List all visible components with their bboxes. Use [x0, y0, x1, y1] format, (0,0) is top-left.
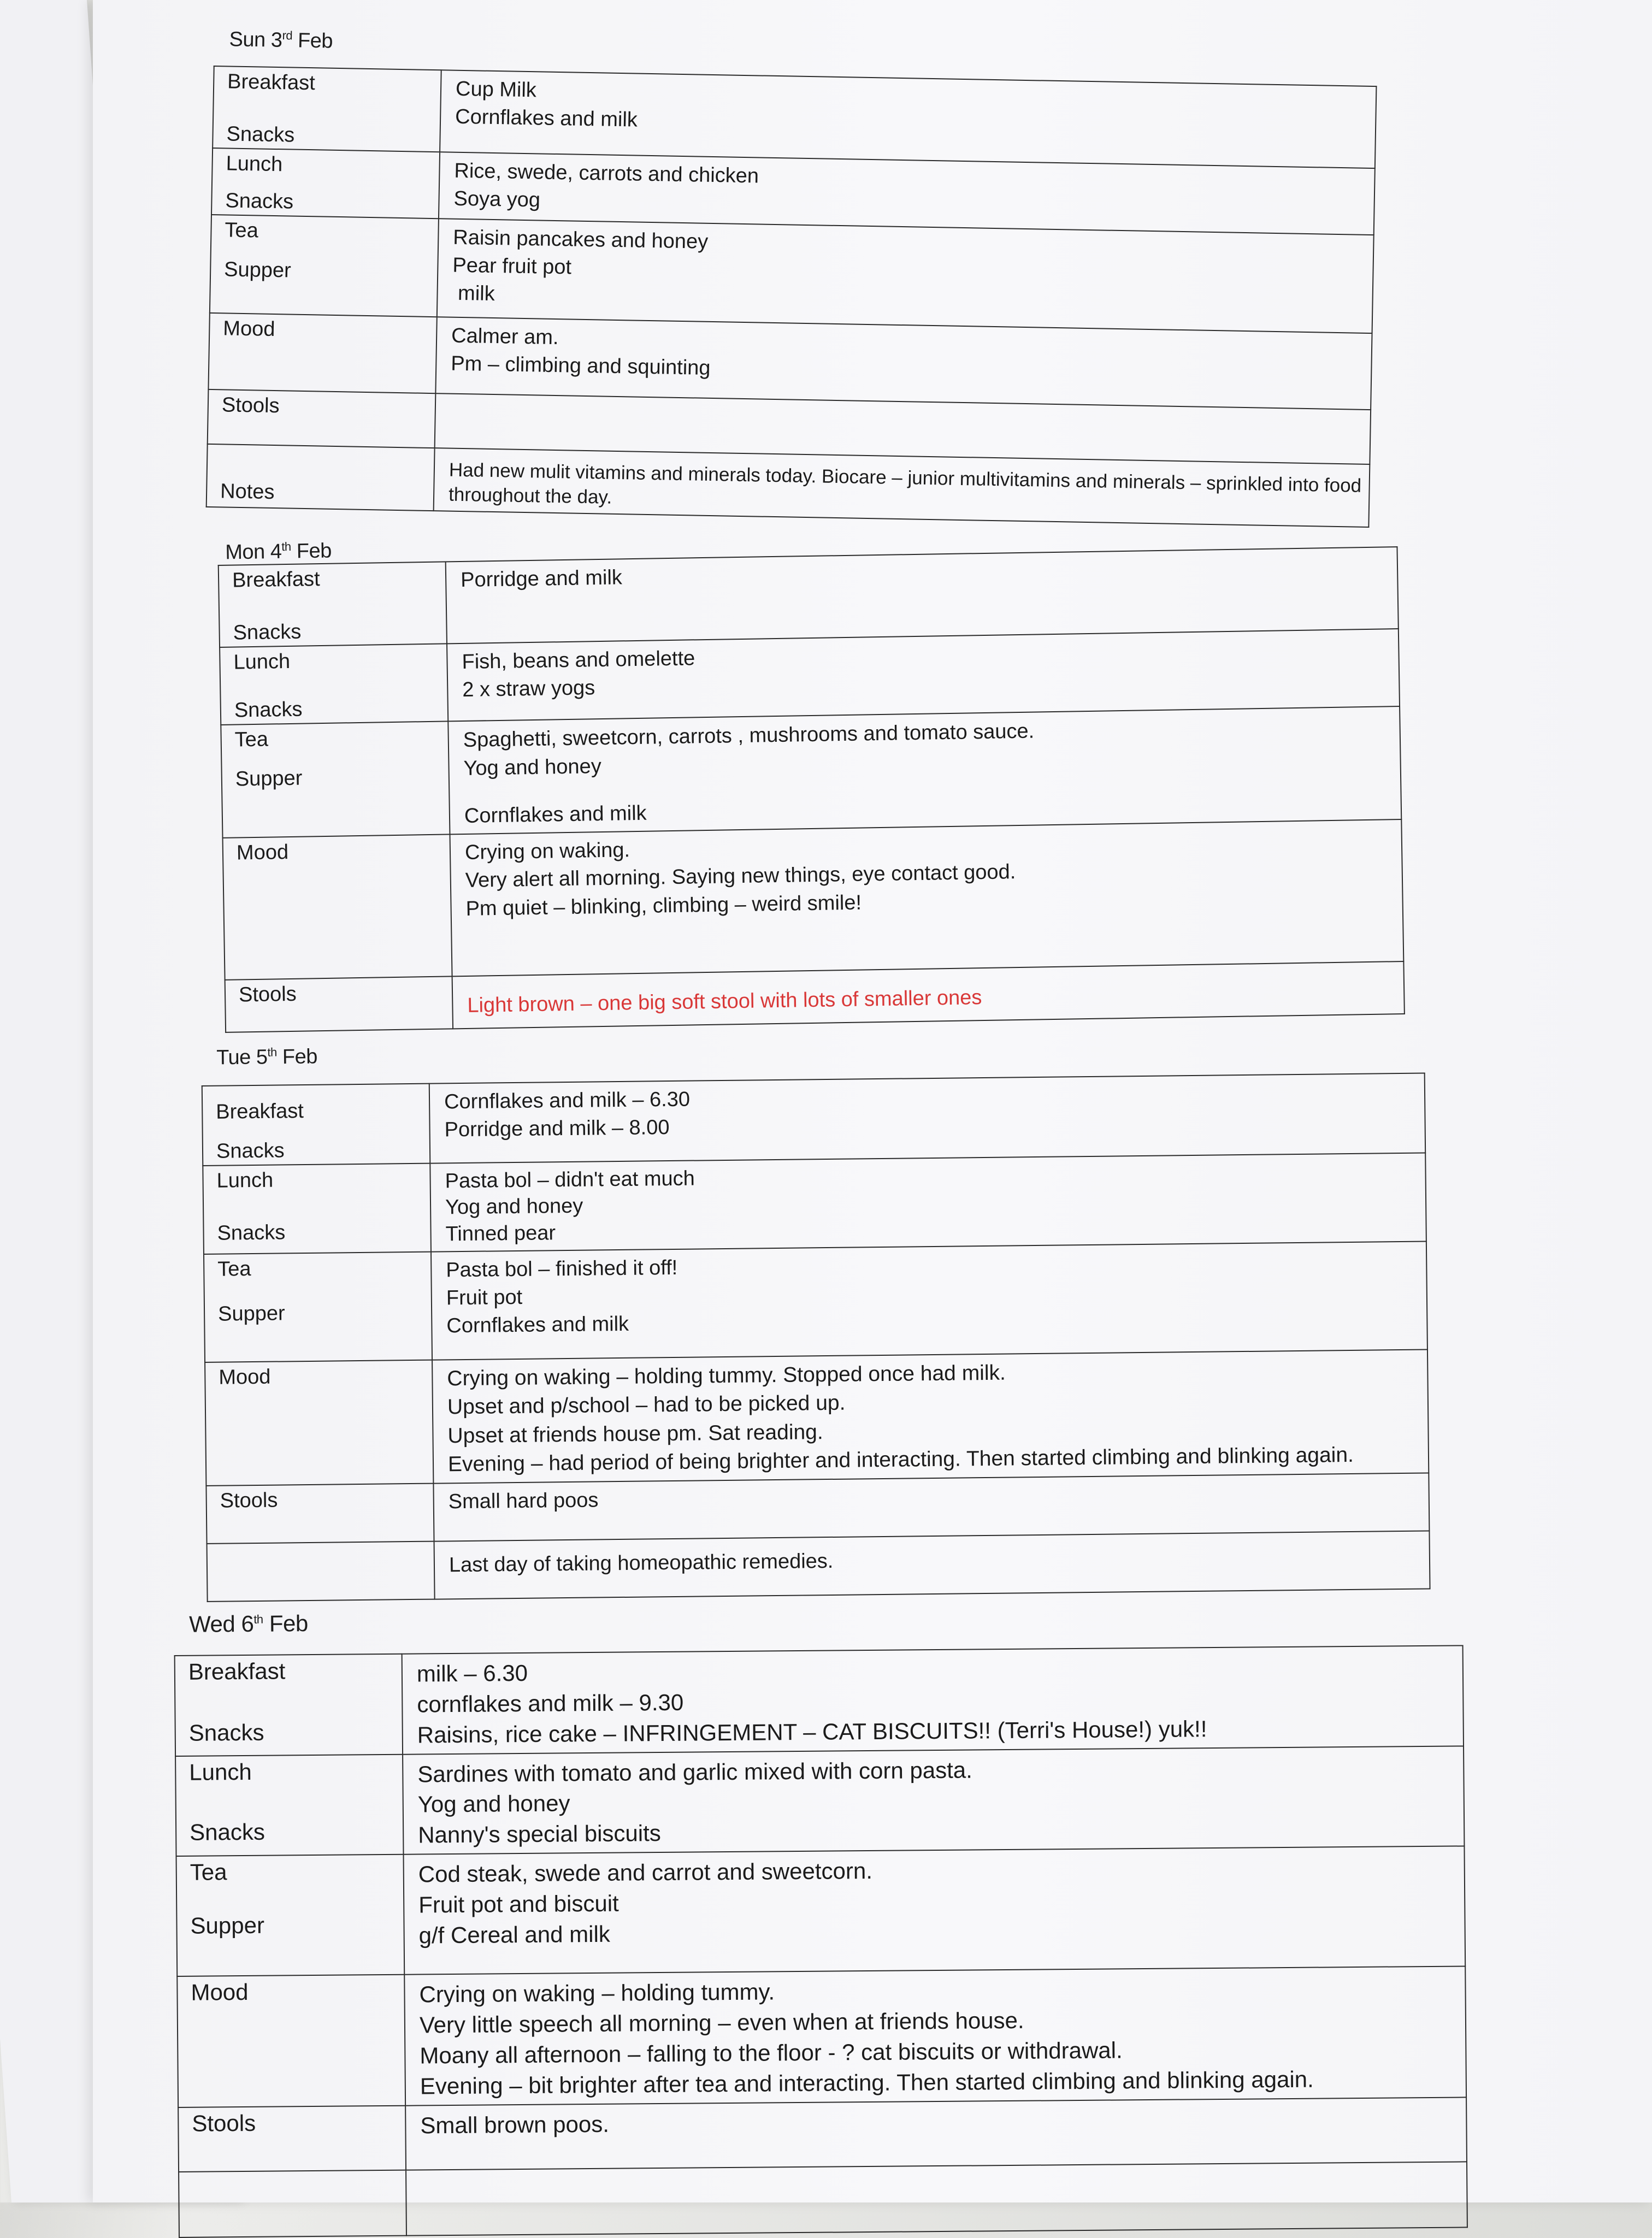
entry-line: 2 x straw yogs [462, 676, 595, 701]
entry-line: Upset at friends house pm. Sat reading. [447, 1420, 823, 1448]
meal-label: Lunch [226, 152, 283, 176]
day-section-wed [174, 1601, 1468, 2237]
row-label [202, 1083, 430, 1165]
entry-line: Moany all afternoon – falling to the floor - ? cat biscuits or withdrawal. [420, 2037, 1123, 2069]
entry-line: Spaghetti, sweetcorn, carrots , mushrooms and tomato sauce. [463, 719, 1035, 752]
table-row [175, 1746, 1464, 1856]
row-label [206, 1484, 434, 1544]
entry-line: cornflakes and milk – 9.30 [417, 1689, 684, 1717]
entry-line: Cornflakes and milk [455, 105, 638, 132]
meal-label: Breakfast [232, 567, 320, 592]
row-value [450, 819, 1403, 976]
row-label [178, 2105, 406, 2171]
meal-label: Snacks [188, 1719, 264, 1746]
table-row [221, 706, 1401, 838]
diary-table [202, 1072, 1431, 1602]
row-label [211, 148, 440, 219]
row-value [431, 1241, 1427, 1360]
meal-label: Snacks [233, 620, 302, 645]
entry-line: Small hard poos [448, 1489, 599, 1514]
entry-line: Pasta bol – didn't eat much [445, 1167, 695, 1192]
table-row [210, 215, 1374, 333]
meal-label: Supper [235, 766, 303, 791]
entry-line: milk [452, 281, 495, 306]
entry-line: Evening – bit brighter after tea and interacting. Then started climbing and blinking again. [420, 2066, 1314, 2099]
diary-table [174, 1645, 1468, 2237]
table-row [177, 1967, 1466, 2107]
row-value [404, 1846, 1466, 1975]
row-value [434, 1531, 1430, 1599]
day-section-tue [201, 1034, 1431, 1602]
mood-label: Mood [191, 1979, 249, 2005]
row-value [440, 70, 1376, 168]
row-value [406, 2162, 1467, 2235]
entry-line: Last day of taking homeopathic remedies. [449, 1550, 834, 1577]
row-label [204, 1251, 432, 1362]
entry-line: Porridge and milk – 8.00 [444, 1115, 670, 1142]
mood-label: Mood [219, 1365, 271, 1389]
row-label [205, 1360, 433, 1486]
entry-line: Very little speech all morning – even when at friends house. [419, 2007, 1024, 2038]
row-value [433, 1473, 1429, 1542]
table-row [178, 2097, 1467, 2172]
meal-label: Breakfast [216, 1099, 304, 1124]
meal-label: Breakfast [188, 1658, 286, 1685]
meal-label: Snacks [216, 1139, 285, 1163]
row-value [429, 1073, 1425, 1163]
meal-label: Supper [190, 1912, 265, 1939]
row-value [437, 219, 1374, 333]
row-label [220, 643, 448, 725]
day-title: Sun 3rd Feb [229, 28, 333, 53]
row-label [179, 2170, 406, 2237]
meal-label: Tea [217, 1257, 251, 1281]
row-label [208, 313, 436, 393]
entry-line: Fruit pot [446, 1285, 523, 1310]
mood-label: Mood [236, 840, 289, 865]
row-label [203, 1163, 431, 1254]
meal-label: Tea [234, 728, 269, 752]
diary-table [218, 546, 1405, 1033]
entry-line: Yog and honey [417, 1790, 570, 1817]
meal-label: Tea [190, 1859, 227, 1885]
table-row [205, 1349, 1429, 1486]
row-label [225, 976, 453, 1032]
meal-label: Lunch [189, 1758, 252, 1785]
row-value [432, 1349, 1429, 1484]
entry-line: Cornflakes and milk [464, 801, 647, 828]
diary-table [206, 66, 1377, 528]
entry-line: Yog and honey [445, 1194, 583, 1219]
entry-line: Cornflakes and milk – 6.30 [444, 1088, 691, 1113]
meal-label: Snacks [225, 189, 294, 214]
row-label [223, 834, 452, 980]
meal-label: Lunch [216, 1168, 274, 1192]
entry-line: Very alert all morning. Saying new things, eye contact good. [465, 860, 1016, 893]
meal-label: Snacks [226, 122, 295, 147]
meal-label: Breakfast [227, 70, 316, 95]
table-row [204, 1241, 1427, 1362]
entry-line: Pasta bol – finished it off! [446, 1256, 678, 1282]
entry-line: Had new mulit vitamins and minerals today. Biocare – junior multivitamins and minerals – sprinkled into food throughout the day. [448, 459, 1362, 508]
mood-label: Mood [223, 317, 275, 341]
meal-label: Lunch [233, 649, 291, 674]
entry-line: Fruit pot and biscuit [418, 1890, 619, 1918]
row-value [402, 1645, 1464, 1754]
entry-line: Light brown – one big soft stool with lots of smaller ones [467, 986, 982, 1017]
entry-line: Upset and p/school – had to be picked up. [447, 1391, 846, 1419]
table-row [175, 1645, 1464, 1756]
notes-label: Notes [220, 479, 275, 504]
row-label [221, 721, 450, 838]
entry-line: Crying on waking – holding tummy. Stopped once had milk. [447, 1361, 1006, 1390]
entry-line: Pear fruit pot [452, 253, 572, 279]
meal-label: Snacks [217, 1221, 286, 1245]
entry-line: Raisin pancakes and honey [452, 226, 709, 253]
entry-line: milk – 6.30 [416, 1660, 528, 1687]
row-value [405, 2097, 1467, 2170]
row-value [447, 629, 1400, 721]
table-row [203, 1153, 1426, 1254]
row-value [448, 706, 1401, 835]
row-label [206, 444, 435, 511]
table-row [202, 1073, 1425, 1165]
row-label [177, 1975, 405, 2107]
entry-line: Porridge and milk [460, 566, 623, 592]
row-value [404, 1967, 1466, 2106]
stools-label: Stools [238, 982, 297, 1007]
entry-line: Evening – had period of being brighter and interacting. Then started climbing and blinking again. [447, 1443, 1354, 1477]
table-row [179, 2162, 1467, 2237]
entry-line: Pm quiet – blinking, climbing – weird smile! [465, 891, 862, 920]
meal-label: Supper [223, 258, 292, 282]
entry-line: Soya yog [453, 187, 541, 212]
entry-line: Sardines with tomato and garlic mixed with corn pasta. [417, 1757, 973, 1787]
day-title: Wed 6th Feb [188, 1610, 308, 1637]
stools-label: Stools [221, 393, 280, 417]
row-value [430, 1153, 1426, 1251]
row-label-text [221, 449, 434, 453]
day-section-mon [217, 522, 1405, 1033]
table-row [207, 1531, 1430, 1602]
entry-line: Pm – climbing and squinting [450, 352, 711, 380]
row-label [210, 215, 439, 317]
row-label [208, 389, 436, 448]
row-label [213, 66, 441, 152]
entry-line: Small brown poos. [420, 2111, 610, 2139]
entry-line: Crying on waking – holding tummy. [419, 1979, 775, 2007]
row-label [175, 1654, 403, 1756]
entry-line: Raisins, rice cake – INFRINGEMENT – CAT BISCUITS!! (Terri's House!) yuk!! [417, 1715, 1207, 1748]
row-label [207, 1542, 435, 1602]
diary-page [93, 0, 1652, 2202]
day-title: Mon 4th Feb [225, 539, 332, 564]
entry-line: Rice, swede, carrots and chicken [454, 159, 759, 188]
entry-line: Cup Milk [455, 77, 537, 102]
day-section-sun [206, 27, 1378, 528]
entry-line: Yog and honey [463, 755, 602, 781]
stools-label: Stools [220, 1489, 278, 1513]
entry-line: Tinned pear [445, 1221, 556, 1246]
entry-line: Nanny's special biscuits [418, 1820, 661, 1848]
row-value [403, 1746, 1464, 1855]
entry-line: Fish, beans and omelette [462, 646, 695, 674]
meal-label: Snacks [189, 1818, 266, 1845]
day-title: Tue 5th Feb [216, 1045, 318, 1070]
row-label [219, 562, 447, 647]
stools-label: Stools [192, 2110, 256, 2136]
table-row [176, 1846, 1466, 1977]
row-label [175, 1754, 403, 1856]
entry-line: Cod steak, swede and carrot and sweetcorn. [418, 1858, 873, 1887]
meal-label: Supper [217, 1301, 285, 1326]
entry-line: Calmer am. [451, 324, 559, 349]
table-row [223, 819, 1404, 980]
meal-label: Snacks [234, 698, 303, 722]
entry-line: Cornflakes and milk [446, 1312, 629, 1338]
meal-label: Tea [225, 219, 259, 243]
entry-line: Crying on waking. [464, 838, 630, 864]
entry-line: g/f Cereal and milk [418, 1921, 611, 1948]
row-value [446, 547, 1399, 643]
row-label [176, 1855, 405, 1976]
